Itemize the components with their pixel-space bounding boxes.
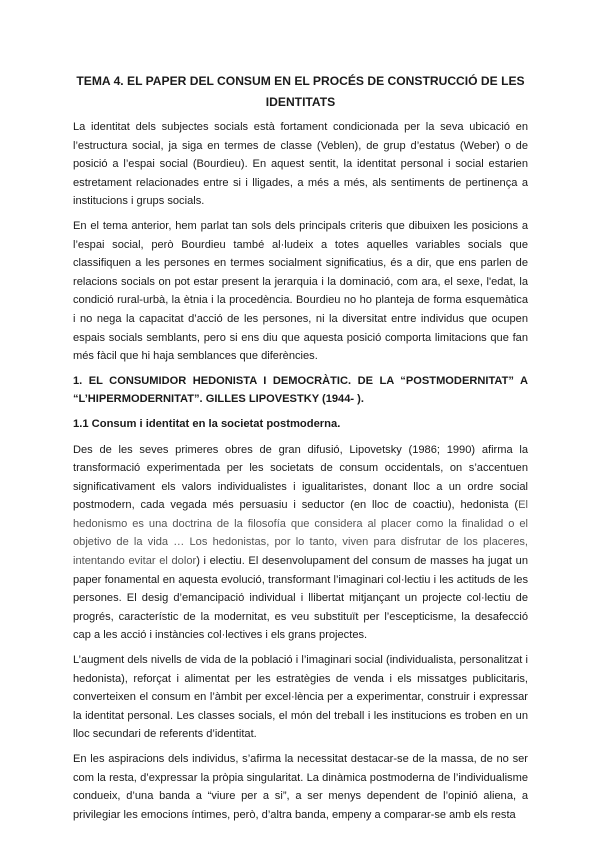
paragraph-lipovetsky bbox=[73, 441, 528, 646]
paragraph-intro-2: En el tema anterior, hem parlat tan sols dels principals criteris que dibuixen les posicions a l’espai social, però Bourdieu també al·ludeix a totes aquelles variables socials que classifiquen a les persones en termes socialment significatius, és a dir, que ens parlen de relacions socials on pot estar present la jerarquia i la dominació, com ara, el sexe, l'edat, la condició rural-urbà, la ètnia i la procedència. Bourdieu no ho planteja de forma esquemàtica i no nega la capacitat d’acció de les persones, ni la diversitat entre individus que ocupen espais socials semblants, pero si ens diu que aquesta posició comporta limitacions que fan més fàcil que hi haja semblances que diferències. bbox=[73, 219, 528, 363]
paragraph-lipovetsky-text-1: Des de les seves primeres obres de gran difusió, Lipovetsky (1986; 1990) afirma la transformació experimentada per les societats de consum occidentals, on s’accentuen significativament els valors individualistes i igualitaristes, donant lloc a un ordre social postmodern, cada vegada més persuasiu i seductor (en lloc de coactiu), hedonista ( bbox=[73, 443, 528, 512]
section-1-heading: 1. EL CONSUMIDOR HEDONISTA I DEMOCRÀTIC. DE LA “POSTMODERNITAT” A “L’HIPERMODERNITAT”. GILLES LIPOVESTKY (1944- ). bbox=[73, 374, 528, 406]
document-title: TEMA 4. EL PAPER DEL CONSUM EN EL PROCÉS DE CONSTRUCCIÓ DE LES IDENTITATS bbox=[76, 74, 525, 109]
subsection-1-1-heading: 1.1 Consum i identitat en la societat postmoderna. bbox=[73, 417, 341, 430]
paragraph-intro-1: La identitat dels subjectes socials està fortament condicionada per la seva ubicació en l’estructura social, ja siga en termes de classe (Veblen), de grup d’estatus (Weber) o de posició a l’espai social (Bourdieu). En aquest sentit, la identitat personal i social estarien estretament relacionades entre si i lligades, a més a més, als sentiments de pertinença a institucions i grups socials. bbox=[73, 121, 528, 208]
paragraph-living-standards: L’augment dels nivells de vida de la població i l’imaginari social (individualista, personalitzat i hedonista), reforçat i alimentat per les estratègies de venda i els missatges publicitaris, converteixen el consum en l’àmbit per excel·lència per a experimentar, construir i expressar la identitat personal. Les classes socials, el món del treball i les institucions es troben en un lloc secundari de referents d’identitat. bbox=[73, 654, 528, 741]
paragraph-lipovetsky-text-2: ) i electiu. El desenvolupament del consum de masses ha jugat un paper fonamental en aquesta evolució, transformant l’imaginari col·lectiu i les actituds de les persones. El desig d’emancipació individual i llibertat mitjançant un projecte col·lectiu de progrés, característic de la modernitat, es veu substituït per l’escepticisme, la desafecció cap a les acció i instàncies col·lectives i els grans projectes. bbox=[73, 555, 528, 642]
paragraph-aspirations: En les aspiracions dels individus, s’afirma la necessitat destacar-se de la massa, de no ser com la resta, d’expressar la pròpia singularitat. La dinàmica postmoderna de l’individualisme condueix, d’una banda a “viure per a si”, a ser menys dependent de l’opinió aliena, a privilegiar les emocions íntimes, però, d’altra banda, empeny a comparar-se amb els resta bbox=[73, 753, 528, 821]
hedonism-definition-note: El hedonismo es una doctrina de la filosofía que considera al placer como la finalidad o el objetivo de la vida … Los hedonistas, por lo tanto, viven para disfrutar de los placeres, intentando evitar el dolor bbox=[73, 499, 528, 568]
